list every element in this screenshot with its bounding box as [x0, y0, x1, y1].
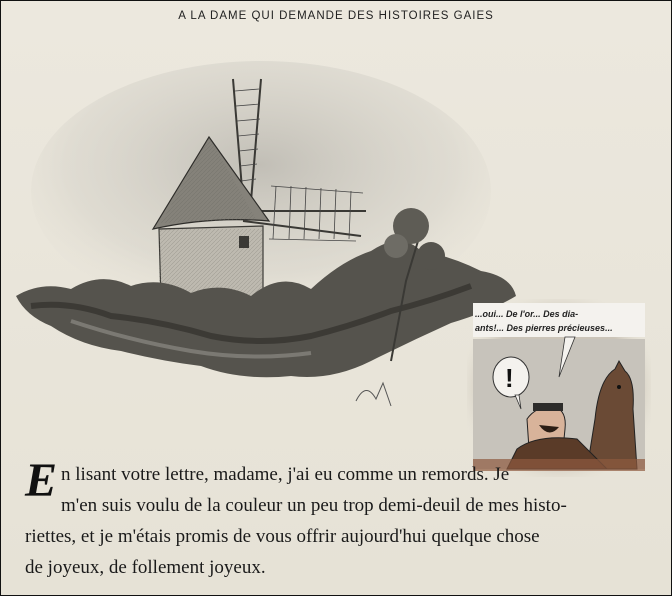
text-line: riettes, et je m'étais promis de vous offrir aujourd'hui quelque chose: [25, 526, 540, 547]
text-line: m'en suis voulu de la couleur un peu trop demi-deuil de mes histo-: [61, 495, 567, 516]
text-line: de joyeux, de follement joyeux.: [25, 557, 266, 578]
text-line: n lisant votre lettre, madame, j'ai eu comme un remords. Je: [61, 464, 510, 485]
body-paragraph: [25, 454, 595, 583]
page-header: A LA DAME QUI DEMANDE DES HISTOIRES GAIES: [178, 10, 494, 22]
comic-inset: [467, 299, 651, 477]
windmill-illustration: [11, 61, 531, 421]
drop-cap: E: [25, 454, 58, 507]
speech-line-2: ants!... Des pierres précieuses...: [475, 323, 613, 333]
speech-line-1: ...oui... De l'or... Des dia-: [475, 309, 579, 319]
exclamation-mark: !: [505, 363, 514, 393]
